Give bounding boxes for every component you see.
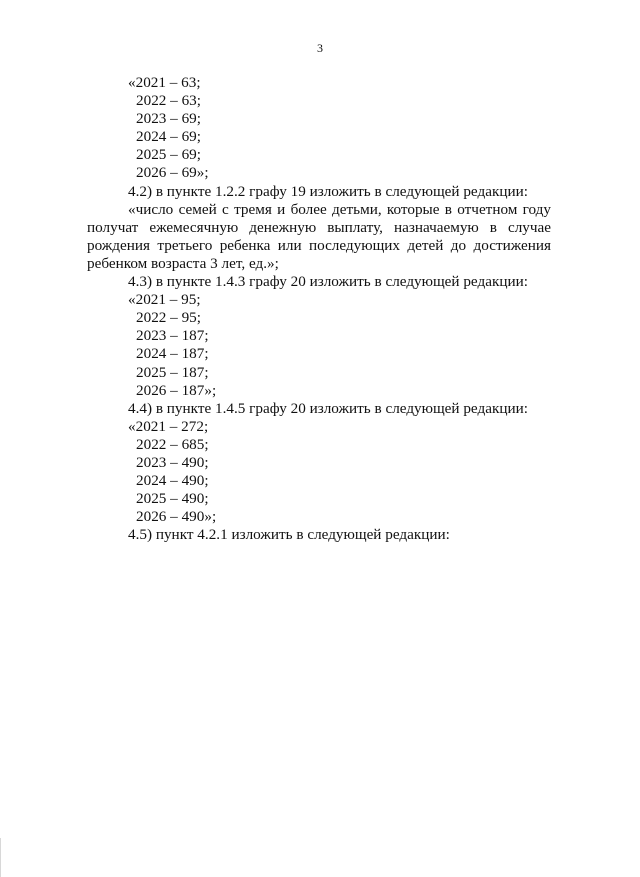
item-4-3-line-2025: 2025 – 187; (136, 363, 209, 381)
item-4-4-line-2026: 2026 – 490»; (136, 508, 217, 526)
item-4-3-line-2021: «2021 – 95; (128, 291, 201, 309)
item-4-4-line-2025: 2025 – 490; (136, 490, 209, 508)
item-4-5-heading: 4.5) пункт 4.2.1 изложить в следующей редакции: (128, 526, 450, 544)
item-4-3-heading: 4.3) в пункте 1.4.3 графу 20 изложить в следующей редакции: (128, 273, 528, 291)
value-line-2024: 2024 – 69; (136, 128, 201, 146)
value-line-2026: 2026 – 69»; (136, 164, 209, 182)
item-4-4-heading: 4.4) в пункте 1.4.5 графу 20 изложить в следующей редакции: (128, 399, 528, 417)
item-4-4-line-2024: 2024 – 490; (136, 472, 209, 490)
page-number: 3 (317, 41, 323, 55)
item-4-3-line-2024: 2024 – 187; (136, 345, 209, 363)
item-4-3-line-2026: 2026 – 187»; (136, 381, 217, 399)
value-line-2023: 2023 – 69; (136, 110, 201, 128)
item-4-2-paragraph: «число семей с тремя и более детьми, которые в отчетном году получат ежемесячную денежную выплату, назначаемую в случае рождения третьего ребенка или последующих детей до достижения ребенком возраста 3 лет, ед.»; (87, 200, 551, 272)
value-line-2022: 2022 – 63; (136, 92, 201, 110)
value-line-2025: 2025 – 69; (136, 146, 201, 164)
item-4-3-line-2022: 2022 – 95; (136, 309, 201, 327)
scan-edge-mark (0, 838, 1, 877)
value-line-2021: «2021 – 63; (128, 74, 201, 91)
item-4-4-line-2021: «2021 – 272; (128, 417, 209, 435)
document-body (87, 74, 551, 544)
item-4-3-line-2023: 2023 – 187; (136, 327, 209, 345)
item-4-4-line-2022: 2022 – 685; (136, 435, 209, 453)
item-4-4-line-2023: 2023 – 490; (136, 453, 209, 471)
item-4-2-heading: 4.2) в пункте 1.2.2 графу 19 изложить в следующей редакции: (128, 182, 528, 200)
